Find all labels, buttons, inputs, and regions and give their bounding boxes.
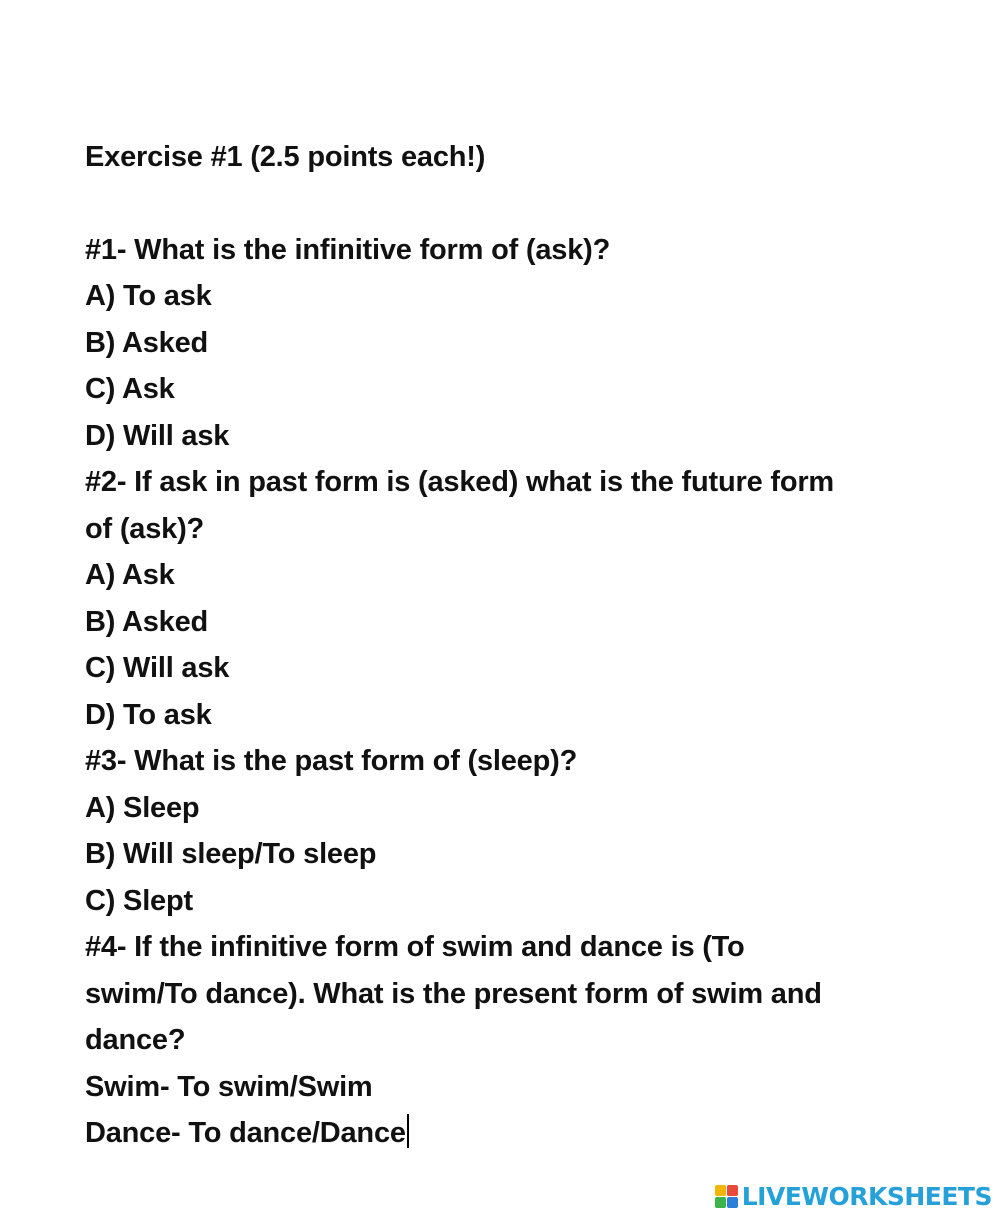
question-1-option-a: A) To ask [85, 280, 212, 312]
question-4 [85, 924, 945, 1157]
question-4-answer-dance-text: Dance- To dance/Dance [85, 1117, 406, 1149]
question-2 [85, 459, 945, 738]
question-2-option-d: D) To ask [85, 698, 212, 731]
question-1-option-d: D) Will ask [85, 419, 230, 452]
question-3-option-c: C) Slept [85, 884, 193, 917]
question-1-text: #1- What is the infinitive form of (ask)? [85, 233, 611, 266]
logo-square-yellow [715, 1185, 726, 1196]
liveworksheets-brand [715, 1182, 992, 1211]
liveworksheets-logo-icon [715, 1185, 738, 1208]
question-3 [85, 738, 945, 924]
question-3-option-a: A) Sleep [85, 791, 200, 824]
exercise-title: Exercise #1 (2.5 points each!) [85, 141, 486, 173]
question-2-text-line-1: #2- If ask in past form is (asked) what is the future form [85, 466, 835, 498]
question-4-text-line-1: #4- If the infinitive form of swim and dance is (To [85, 931, 745, 963]
brand-text: LIVEWORKSHEETS [741, 1182, 992, 1211]
question-2-option-c: C) Will ask [85, 652, 230, 684]
question-4-text-line-2: swim/To dance). What is the present form of swim and [85, 977, 822, 1010]
question-4-answer-dance [85, 1110, 945, 1157]
logo-square-green [715, 1197, 726, 1208]
question-4-answer-swim: Swim- To swim/Swim [85, 1070, 373, 1103]
worksheet-document [85, 134, 945, 1157]
logo-square-blue [727, 1197, 738, 1208]
question-2-option-a: A) Ask [85, 559, 175, 591]
text-cursor [407, 1114, 409, 1148]
question-2-option-b: B) Asked [85, 605, 209, 638]
question-1-option-b: B) Asked [85, 326, 209, 359]
question-2-text-line-2: of (ask)? [85, 512, 205, 545]
question-1-option-c: C) Ask [85, 373, 175, 405]
question-3-text: #3- What is the past form of (sleep)? [85, 745, 578, 777]
question-3-option-b: B) Will sleep/To sleep [85, 838, 377, 870]
question-1 [85, 227, 945, 460]
logo-square-red [727, 1185, 738, 1196]
question-4-text-line-3: dance? [85, 1024, 186, 1056]
